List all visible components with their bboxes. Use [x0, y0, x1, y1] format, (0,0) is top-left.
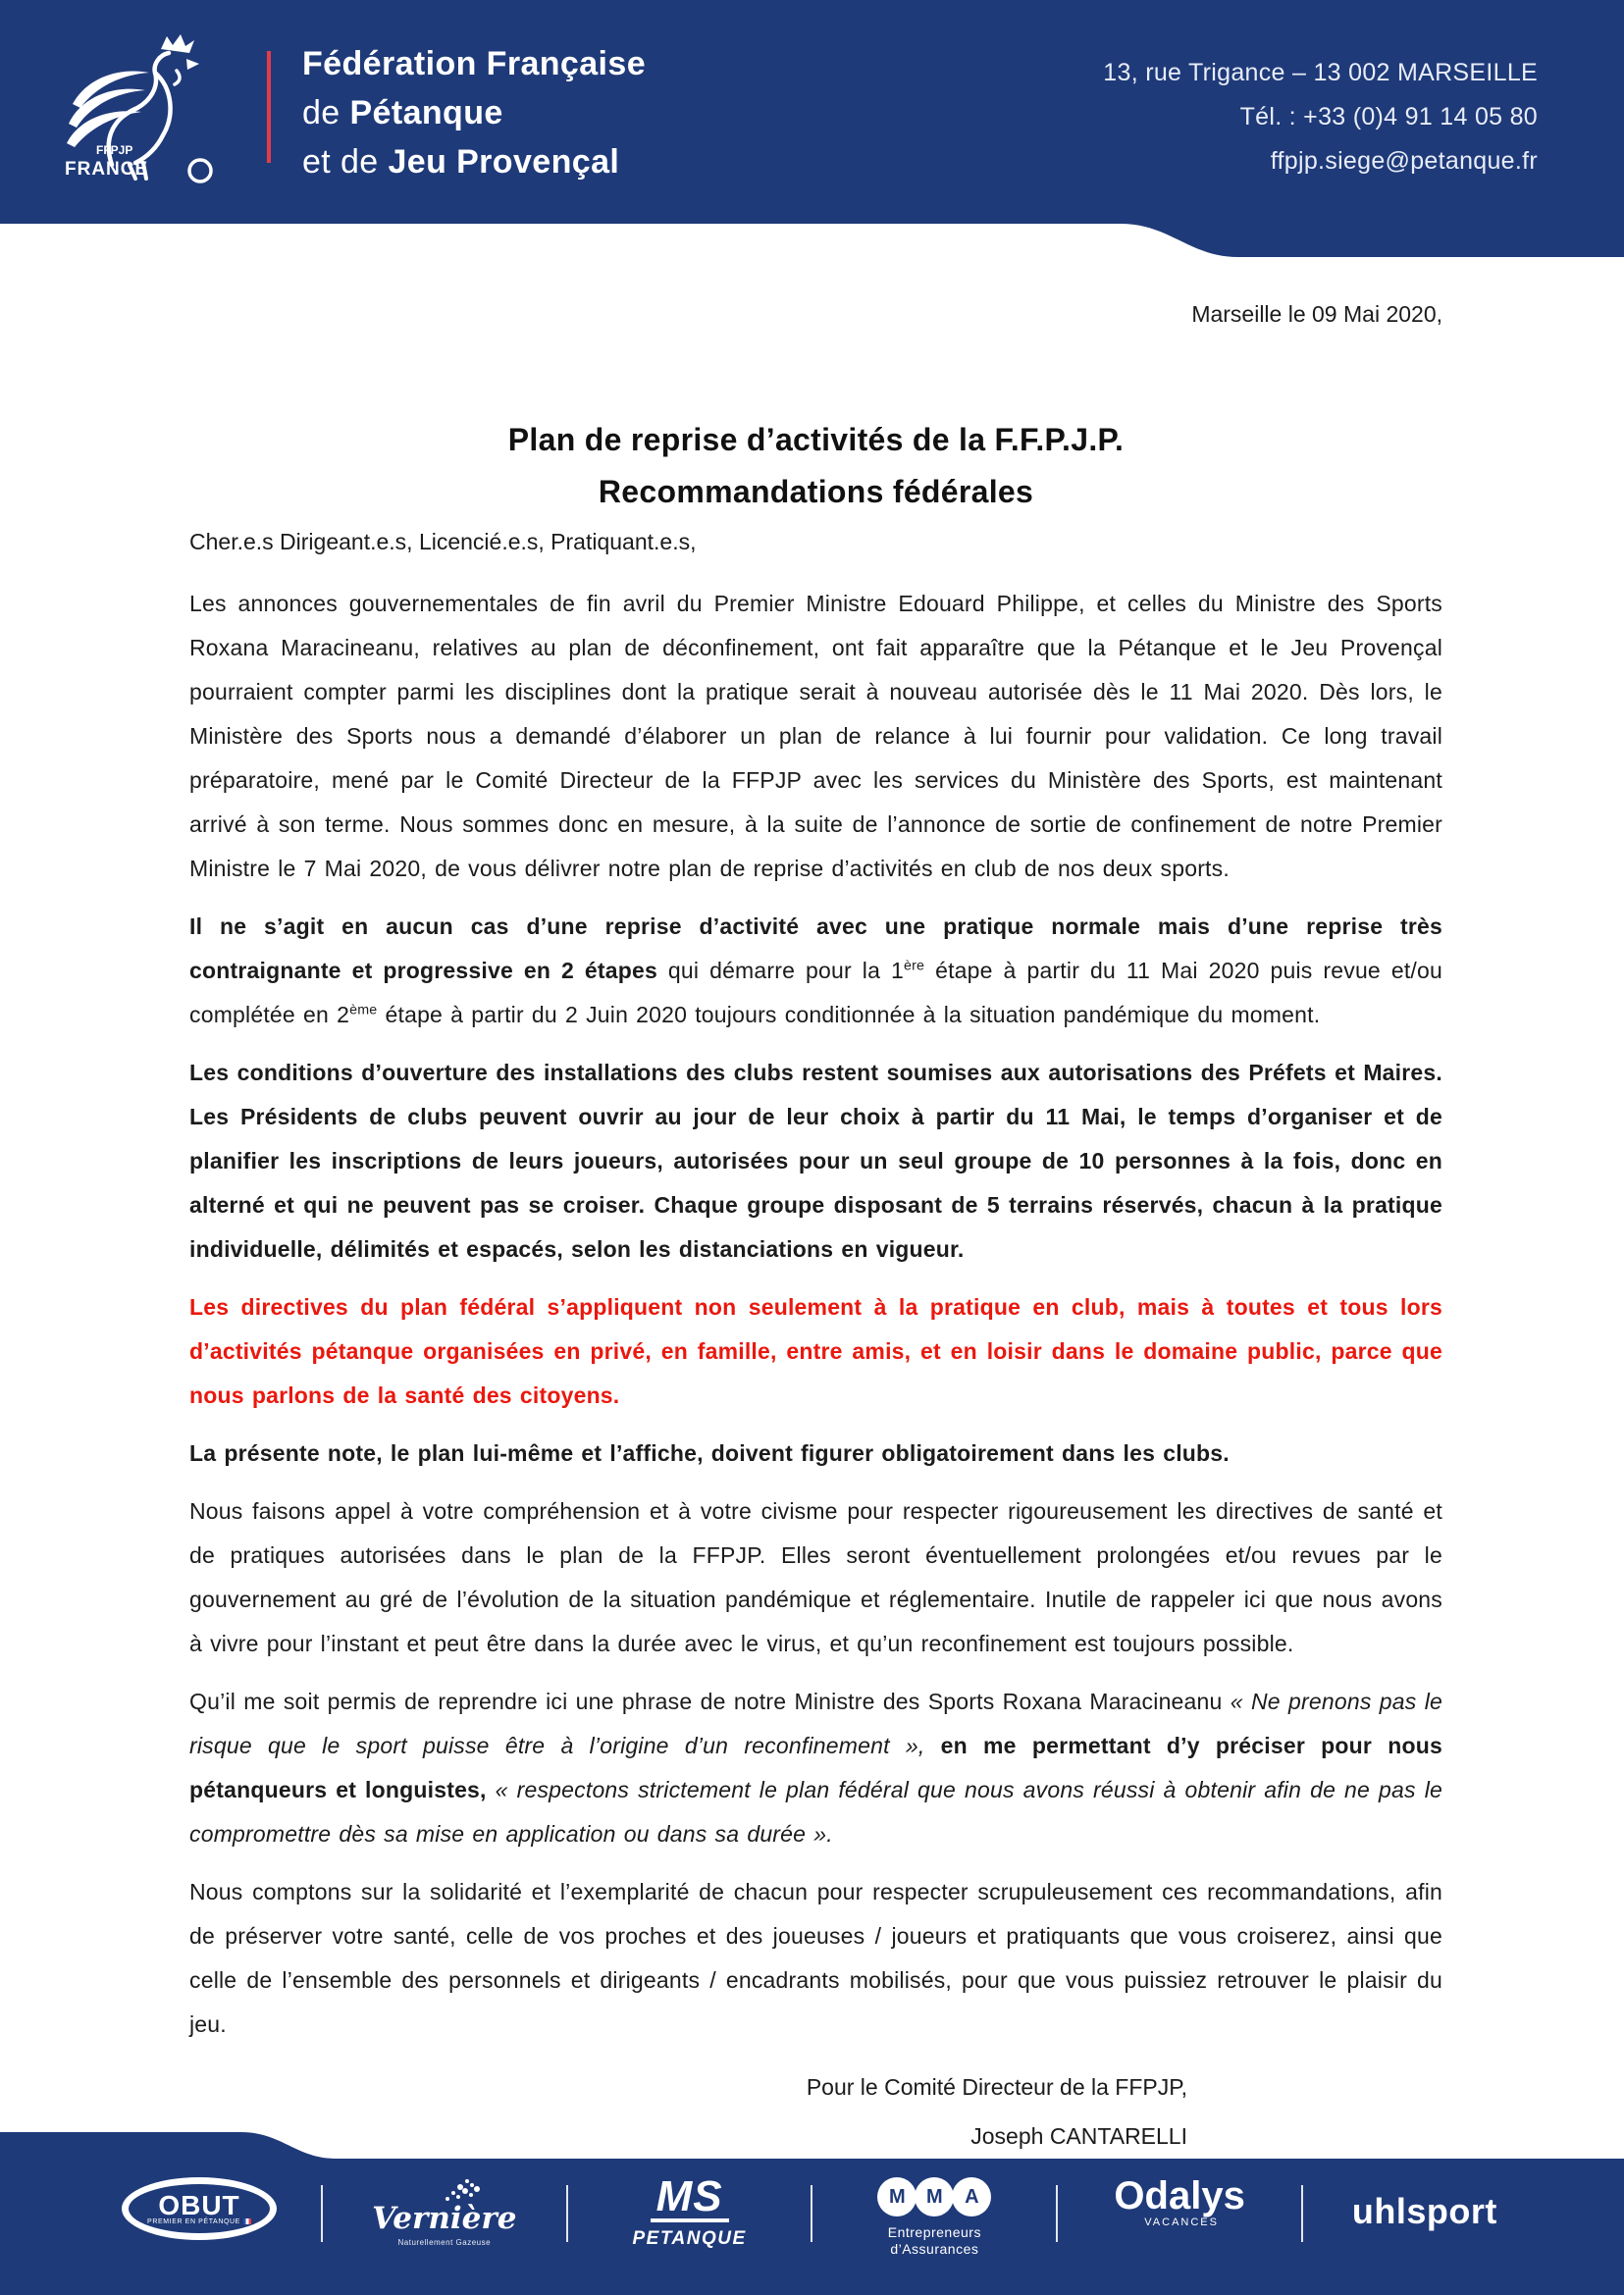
- paragraph-3: Les conditions d’ouverture des installations des clubs restent soumises aux autorisations des Préfets et Maires. Les Présidents de clubs peuvent ouvrir au jour de leur choix à partir du 11 Mai, le temps d’organiser et de planifier les inscriptions de leurs joueurs, autorisées pour un seul groupe de 10 personnes à la fois, donc en alterné et qui ne peuvent pas se croiser. Chaque groupe disposant de 5 terrains réservés, chacun à la pratique individuelle, délimités et espacés, selon les distanciations en vigueur.: [189, 1060, 1442, 1262]
- dateline: Marseille le 09 Mai 2020,: [1191, 301, 1442, 327]
- paragraph-5: La présente note, le plan lui-même et l’affiche, doivent figurer obligatoirement dans les clubs.: [189, 1440, 1230, 1466]
- ordinal-1ere: ère: [903, 958, 925, 974]
- mma-tagline: Entrepreneurs d’Assurances: [887, 2224, 981, 2257]
- signoff-name: Joseph CANTARELLI: [970, 2123, 1187, 2149]
- title-line-1: Plan de reprise d’activités de la F.F.P.J.P.: [507, 422, 1125, 457]
- mma-logo: M M A: [878, 2177, 990, 2217]
- footer-divider: [811, 2185, 812, 2242]
- paragraph-7-quote-1: « Ne prenons pas le risque que le sport puisse être à l’origine d’un reconfinement »,: [189, 1689, 1442, 1758]
- org-line-2: de Pétanque: [302, 94, 503, 131]
- sponsor-uhlsport: [1341, 2177, 1508, 2246]
- footer-divider: [1056, 2185, 1058, 2242]
- paragraph-2: Il ne s’agit en aucun cas d’une reprise d’activité avec une pratique normale mais d’une reprise très contraignante et progressive en 2 étapes qui démarre pour la 1ère étape à partir du 11 Mai 2020 puis revue et/ou complétée en 2ème étape à partir du 2 Juin 2020 toujours conditionnée à la situation pandémique du moment.: [189, 913, 1442, 1027]
- footer-divider: [321, 2185, 323, 2242]
- contact-phone: Tél. : +33 (0)4 91 14 05 80: [1239, 103, 1538, 130]
- contact-block: [1103, 51, 1538, 183]
- odalys-tagline: VACANCES: [1144, 2217, 1219, 2228]
- paragraph-7: [189, 1680, 1442, 1856]
- ffpjp-logo: [51, 26, 242, 193]
- paragraph-4-red: Les directives du plan fédéral s’appliquent non seulement à la pratique en club, mais à toutes et tous lors d’activités pétanque organisées en privé, en famille, entre amis, et en loisir dans le domaine public, parce que nous parlons de la santé des citoyens.: [189, 1294, 1442, 1408]
- paragraph-7-quote-2: « respectons strictement le plan fédéral que nous avons réussi à obtenir afin de ne pas le compromettre dès sa mise en application ou dans sa durée ».: [189, 1777, 1442, 1847]
- org-line-1: Fédération Française: [302, 45, 647, 82]
- verniere-tagline: Naturellement Gazeuse: [397, 2238, 492, 2247]
- ms-tagline: PETANQUE: [632, 2228, 747, 2249]
- title-line-2: Recommandations fédérales: [598, 474, 1034, 509]
- header-red-divider: [267, 51, 271, 163]
- odalys-logo: Odalys: [1114, 2174, 1245, 2217]
- rooster-icon: [51, 26, 242, 188]
- contact-email[interactable]: ffpjp.siege@petanque.fr: [1270, 147, 1538, 175]
- sponsor-obut: [116, 2177, 283, 2240]
- letter-title: [189, 414, 1442, 518]
- paragraph-2-bold: Il ne s’agit en aucun cas d’une reprise d’activité avec une pratique normale mais d’une reprise très contraignante et progressive en 2 étapes: [189, 913, 1442, 983]
- signoff-committee: Pour le Comité Directeur de la FFPJP,: [806, 2074, 1187, 2100]
- uhlsport-logo: uhlsport: [1351, 2191, 1497, 2231]
- logo-acronym: FFPJP: [96, 143, 133, 157]
- header: [0, 0, 1624, 257]
- org-name: [302, 39, 646, 186]
- ms-logo: MS: [651, 2177, 729, 2222]
- paragraph-6: Nous faisons appel à votre compréhension et à votre civisme pour respecter rigoureusement les directives de santé et de pratiques autorisées dans le plan de la FFPJP. Elles seront éventuellement prolongées et/ou revues par le gouvernement au gré de l’évolution de la situation pandémique et réglementaire. Inutile de rappeler ici que nous avons à vivre pour l’instant et peut être dans la durée avec le virus, et qu’un reconfinement est toujours possible.: [189, 1498, 1442, 1656]
- sponsor-odalys: [1096, 2174, 1263, 2228]
- sponsor-verniere: [361, 2177, 528, 2247]
- org-line-3: et de Jeu Provençal: [302, 143, 620, 181]
- footer: [0, 2132, 1624, 2295]
- footer-divider: [1301, 2185, 1303, 2242]
- contact-address: 13, rue Trigance – 13 002 MARSEILLE: [1103, 59, 1538, 86]
- france-flag-icon: [243, 2218, 251, 2224]
- footer-divider: [566, 2185, 568, 2242]
- sponsor-ms-petanque: [606, 2172, 773, 2250]
- sponsor-bar: [0, 2172, 1624, 2258]
- verniere-sparkles-icon: [445, 2197, 449, 2201]
- verniere-logo: Vernière: [372, 2201, 517, 2236]
- paragraph-8: Nous comptons sur la solidarité et l’exemplarité de chacun pour respecter scrupuleusement ces recommandations, afin de préserver votre santé, celle de vos proches et des joueuses / joueurs et pratiquants que vous croiserez, ainsi que celle de l’ensemble des personnels et dirigeants / encadrants mobilisés, pour que vous puissiez retrouver le plaisir du jeu.: [189, 1879, 1442, 2037]
- ordinal-2eme: ème: [349, 1002, 378, 1018]
- paragraph-7-middle: en me permettant d’y préciser pour nous pétanqueurs et longuistes,: [189, 1733, 1442, 1802]
- salutation: Cher.e.s Dirigeant.e.s, Licencié.e.s, Pratiquant.e.s,: [189, 529, 697, 554]
- paragraph-1: Les annonces gouvernementales de fin avril du Premier Ministre Edouard Philippe, et celles du Ministre des Sports Roxana Maracineanu, relatives au plan de déconfinement, ont fait apparaître que la Pétanque et le Jeu Provençal pourraient compter parmi les disciplines dont la pratique serait à nouveau autorisée dès le 11 Mai 2020. Dès lors, le Ministère des Sports nous a demandé d’élaborer un plan de relance à lui fournir pour validation. Ce long travail préparatoire, mené par le Comité Directeur de la FFPJP avec les services du Ministère des Sports, est maintenant arrivé à son terme. Nous sommes donc en mesure, à la suite de l’annonce de sortie de confinement de notre Premier Ministre le 7 Mai 2020, de vous délivrer notre plan de reprise d’activités en club de nos deux sports.: [189, 591, 1442, 881]
- sponsor-mma: [851, 2177, 1018, 2258]
- letter-content: [0, 300, 1624, 2262]
- logo-country: FRANCE: [65, 159, 149, 180]
- obut-logo: OBUT PREMIER EN PÉTANQUE: [122, 2177, 277, 2240]
- obut-tagline: PREMIER EN PÉTANQUE: [147, 2217, 240, 2225]
- paragraph-7-intro: Qu’il me soit permis de reprendre ici une phrase de notre Ministre des Sports Roxana Maracineanu: [189, 1689, 1231, 1714]
